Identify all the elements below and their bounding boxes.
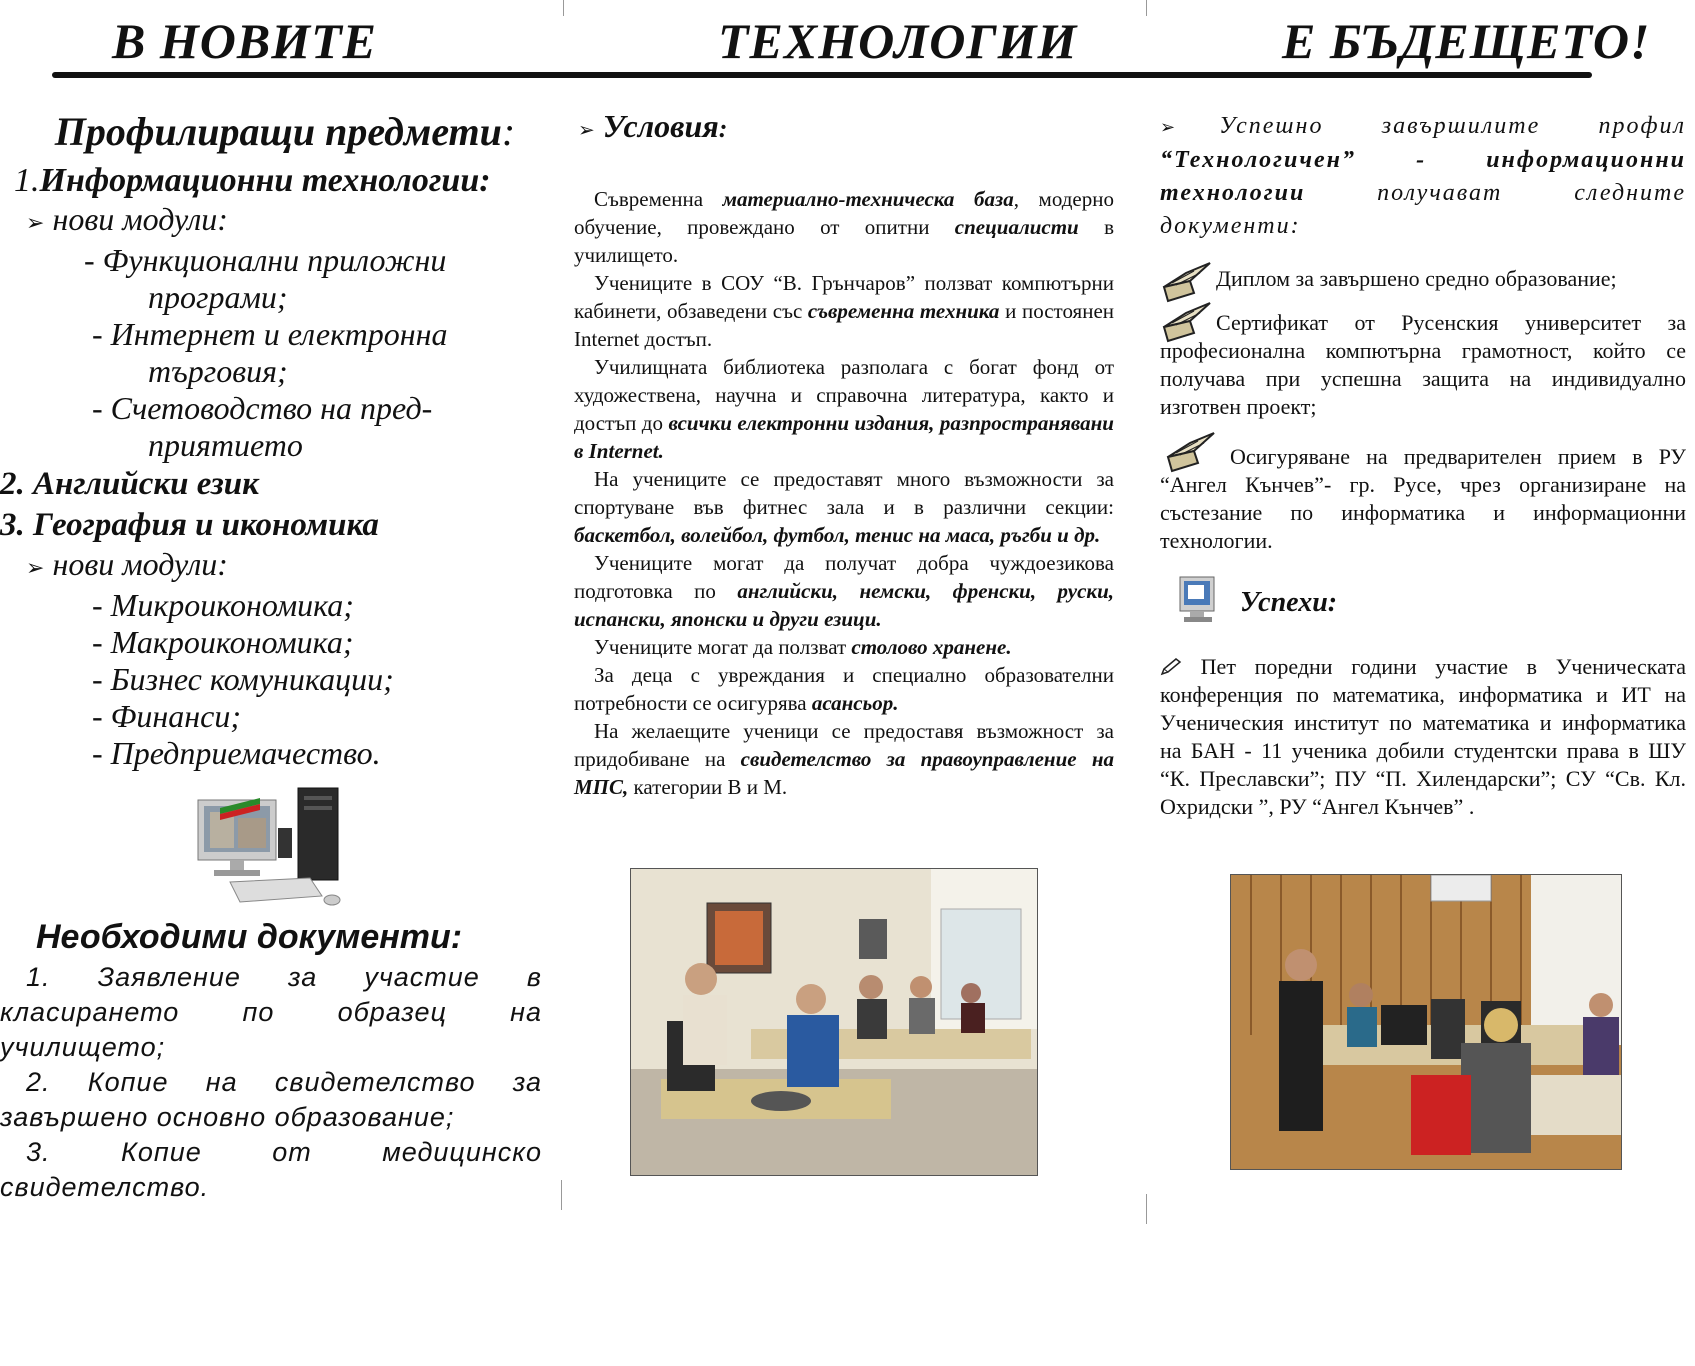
classroom-photo-1 (630, 868, 1038, 1176)
header-part3: Е БЪДЕЩЕТО! (1282, 13, 1651, 69)
docs-list (0, 960, 542, 1205)
graduate-doc-2: Сертификат от Русенския университет за професионална компютърна грамотност, който се получава при успешна защита на индивидуално изготвен проект; (1160, 309, 1686, 421)
module-item: - Бизнес комуникации; (92, 661, 394, 697)
header-part2: ТЕХНОЛОГИИ (718, 13, 1078, 69)
module-item: - Микроикономика; (92, 587, 354, 623)
docs-item: 1. Заявление за участие в класирането по образец на училището; (0, 962, 542, 1062)
arrowhead-bullet-icon: ➢ (26, 556, 45, 581)
header-part1: В НОВИТЕ (112, 13, 377, 69)
middle-column (574, 108, 1114, 801)
module-item: програми; (148, 279, 288, 315)
graduate-doc-3: Осигуряване на предварителен прием в РУ “Ангел Кънчев”- гр. Русе, чрез организиране на състезание по информатика и информационни технологии. (1160, 443, 1686, 555)
open-book-icon (1160, 299, 1214, 347)
fold-mark-top-left (563, 0, 564, 16)
conditions-paragraph: На желаещите ученици се предоставя възможност за придобиване на свидетелство за правоуправление на МПС, категории В и М. (574, 719, 1114, 799)
subject-3-modules: ➢ нови модули: (26, 546, 228, 582)
conditions-paragraph: На учениците се предоставят много възможности за спортуване във фитнес зала и в различни секции: баскетбол, волейбол, футбол, тенис на маса, ръгби и др. (574, 467, 1114, 547)
pen-icon (1160, 658, 1182, 676)
graduate-doc-1: Диплом за завършено средно образование; (1160, 265, 1686, 293)
success-text: Пет поредни години участие в Ученическата конференция по математика, информатика и ИТ на Ученическия институт по математика и информатика на БАН - 11 ученика добили студентски права в ШУ “К. Преславски”; ПУ “П. Хилендарски”; СУ “Св. Кл. Охридски ”, РУ “Ангел Кънчев” . (1160, 654, 1687, 819)
open-book-icon (1164, 429, 1218, 477)
subject-2: 2. Английски език (0, 466, 259, 502)
subject-1-modules: ➢ нови модули: (26, 201, 228, 237)
conditions-paragraph: Съвременна материално-техническа база, модерно обучение, провеждано от опитни специалисти в училището. (574, 187, 1114, 267)
conditions-paragraph: Учениците могат да получат добра чуждоезикова подготовка по английски, немски, френски, руски, испански, японски и други езици. (574, 551, 1114, 631)
computer-monitor-icon (1176, 575, 1220, 625)
conditions-paragraph: Учениците могат да ползват столово хранене. (594, 635, 1012, 659)
success-title: Успехи: (1240, 587, 1338, 618)
conditions-paragraph: Училищната библиотека разполага с богат фонд от художествена, научна и справочна литература, както и достъп до всички електронни издания, разпространявани в Internet. (574, 355, 1114, 463)
arrowhead-bullet-icon: ➢ (26, 211, 45, 236)
module-item: - Функционални приложни (84, 242, 447, 278)
success-header (1160, 575, 1686, 631)
classroom-photo-2 (1230, 874, 1622, 1170)
arrowhead-bullet-icon: ➢ (578, 117, 595, 142)
left-column (0, 108, 560, 772)
docs-item: 3. Копие от медицинско свидетелство. (0, 1137, 542, 1202)
module-item: - Интернет и електронна (92, 316, 448, 352)
module-item: търговия; (148, 353, 288, 389)
fold-mark-top-right (1146, 0, 1147, 16)
subject-3: 3. География и икономика (0, 507, 379, 543)
module-item: приятието (148, 427, 303, 463)
module-item: - Финанси; (92, 698, 241, 734)
module-item: - Макроикономика; (92, 624, 354, 660)
profile-subjects-title: Профилиращи предмети: (54, 109, 516, 154)
right-column (1160, 110, 1686, 821)
docs-item: 2. Копие на свидетелство за завършено основно образование; (0, 1067, 542, 1132)
docs-title: Необходими документи: (36, 918, 463, 956)
conditions-paragraph: Учениците в СОУ “В. Грънчаров” ползват компютърни кабинети, обзаведени със съвременна техника и постоянен Internet достъп. (574, 271, 1115, 351)
module-item: - Предприемачество. (92, 735, 381, 771)
conditions-paragraph: За деца с увреждания и специално образователни потребности се осигурява асансьор. (574, 663, 1114, 715)
header-rule (52, 72, 1592, 78)
conditions-title: ➢ Условия: (578, 108, 728, 144)
subject-1: 1.Информационни технологии: (14, 162, 491, 199)
computer-clipart-image (190, 778, 350, 908)
arrowhead-bullet-icon: ➢ (1160, 117, 1178, 138)
fold-mark-bottom-left (561, 1180, 562, 1210)
module-item: - Счетоводство на пред- (92, 390, 433, 426)
fold-mark-bottom-right (1146, 1194, 1147, 1224)
graduates-intro: ➢ Успешно завършилите профил “Технологичен” - информационни технологии получават следните документи: (1160, 113, 1686, 239)
